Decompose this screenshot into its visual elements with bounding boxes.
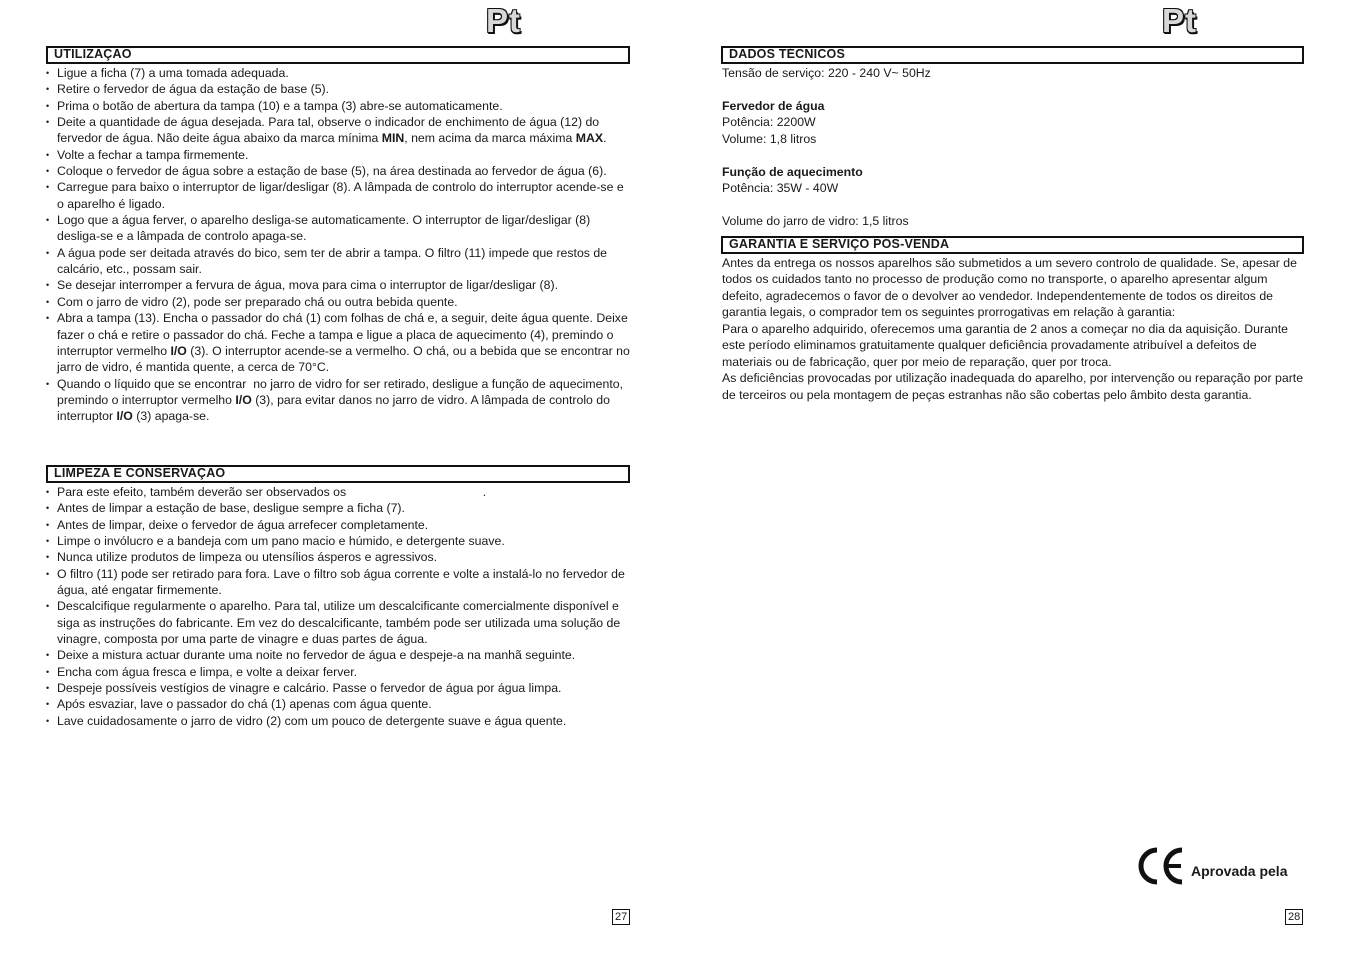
list-item: • Carregue para baixo o interruptor de ligar/desligar (8). A lâmpada de controlo do interruptor acende-se e o aparelho é ligado.	[46, 179, 630, 212]
list-item: • Antes de limpar, deixe o fervedor de água arrefecer completamente.	[46, 517, 630, 533]
list-item: • Com o jarro de vidro (2), pode ser preparado chá ou outra bebida quente.	[46, 294, 630, 310]
list-item: • Encha com água fresca e limpa, e volte a deixar ferver.	[46, 664, 630, 680]
voltage-text: Tensão de serviço: 220 - 240 V~ 50Hz	[722, 66, 931, 80]
page-number: 27	[612, 909, 630, 925]
list-item: • Deixe a mistura actuar durante uma noite no fervedor de água e despeje-a na manhã seguinte.	[46, 647, 630, 663]
list-item: • Despeje possíveis vestígios de vinagre e calcário. Passe o fervedor de água por água limpa.	[46, 680, 630, 696]
kettle-power: Potência: 2200W	[722, 115, 816, 130]
list-item: • Para este efeito, também deverão ser observados os .	[46, 484, 630, 500]
ce-mark-icon	[1137, 846, 1187, 886]
section-title-utilizacao: UTILIZAÇÃO	[46, 46, 630, 64]
list-item: • Após esvaziar, lave o passador do chá (1) apenas com água quente.	[46, 696, 630, 712]
warranty-paragraph: Antes da entrega os nossos aparelhos são submetidos a um severo controlo de qualidade. Se, apesar de todos os cuidados tanto no processo de produção como no transporte, o aparelho apresentar algum defeito, agradecemos o favor de o devolver ao vendedor. Independentemente de todos os direitos de garantia legais, o comprador tem os seguintes prorrogativas em relação à garantia:	[722, 256, 1297, 320]
ce-approval	[1137, 846, 1287, 886]
warranty-paragraph: As deficiências provocadas por utilização inadequada do aparelho, por intervenção ou reparação por parte de terceiros ou pela montagem de peças estranhas não são cobertas pelo âmbito desta garantia.	[722, 371, 1304, 402]
list-item: • Ligue a ficha (7) a uma tomada adequada.	[46, 65, 630, 81]
list-item: • Nunca utilize produtos de limpeza ou utensílios ásperos e agressivos.	[46, 549, 630, 565]
heating-heading: Função de aquecimento	[722, 164, 863, 179]
list-item: • Se desejar interromper a fervura de água, mova para cima o interruptor de ligar/desligar (8).	[46, 277, 630, 293]
section-title-garantia: GARANTIA E SERVIÇO PÓS-VENDA	[721, 236, 1304, 254]
list-item: • Deite a quantidade de água desejada. Para tal, observe o indicador de enchimento de água (12) do fervedor de água. Não deite água abaixo da marca mínima MIN, nem acima da marca máxima MAX.	[46, 114, 630, 147]
list-item: • Abra a tampa (13). Encha o passador do chá (1) com folhas de chá e, a seguir, deite água quente. Deixe fazer o chá e retire o passador do chá. Feche a tampa e ligue a placa de aquecimento (4), premindo o interruptor vermelho I/O (3). O interruptor acende-se a vermelho. O chá, ou a bebida que se encontrar no jarro de vidro, é mantida quente, a cerca de 70°C.	[46, 310, 630, 375]
usage-instructions-list	[46, 65, 630, 425]
list-item: • Volte a fechar a tampa firmemente.	[46, 147, 630, 163]
list-item: • Quando o líquido que se encontrar no jarro de vidro for ser retirado, desligue a função de aquecimento, premindo o interruptor vermelho I/O (3), para evitar danos no jarro de vidro. A lâmpada de controlo do interruptor I/O (3) apaga-se.	[46, 376, 630, 425]
list-item: • Descalcifique regularmente o aparelho. Para tal, utilize um descalcificante comercialmente disponível e siga as instruções do fabricante. Em vez do descalcificante, também pode ser utilizada uma solução de vinagre, composta por uma parte de vinagre e duas partes de água.	[46, 598, 630, 647]
section-title-dados-tecnicos: DADOS TÉCNICOS	[721, 46, 1304, 64]
right-page	[721, 0, 1304, 954]
list-item: • Lave cuidadosamente o jarro de vidro (2) com um pouco de detergente suave e água quente.	[46, 713, 630, 729]
jar-volume: Volume do jarro de vidro: 1,5 litros	[722, 214, 909, 229]
technical-data	[722, 65, 1304, 229]
kettle-heading: Fervedor de água	[722, 98, 825, 113]
approval-label: Aprovada pela	[1191, 863, 1288, 879]
list-item: • Coloque o fervedor de água sobre a estação de base (5), na área destinada ao fervedor de água (6).	[46, 163, 630, 179]
language-heading: Pt	[486, 2, 521, 39]
list-item: • Retire o fervedor de água da estação de base (5).	[46, 81, 630, 97]
heating-power: Potência: 35W - 40W	[722, 181, 839, 196]
section-title-limpeza: LIMPEZA E CONSERVAÇÃO	[46, 465, 630, 483]
warranty-text	[722, 255, 1304, 403]
page-number: 28	[1285, 909, 1303, 925]
list-item: • Prima o botão de abertura da tampa (10) e a tampa (3) abre-se automaticamente.	[46, 98, 630, 114]
list-item: • Antes de limpar a estação de base, desligue sempre a ficha (7).	[46, 500, 630, 516]
left-page	[46, 0, 630, 954]
kettle-volume: Volume: 1,8 litros	[722, 131, 817, 146]
list-item: • Limpe o invólucro e a bandeja com um pano macio e húmido, e detergente suave.	[46, 533, 630, 549]
list-item: • A água pode ser deitada através do bico, sem ter de abrir a tampa. O filtro (11) impede que restos de calcário, etc., possam sair.	[46, 245, 630, 278]
list-item: • O filtro (11) pode ser retirado para fora. Lave o filtro sob água corrente e volte a instalá-lo no fervedor de água, até engatar firmemente.	[46, 566, 630, 599]
cleaning-instructions-list	[46, 484, 630, 729]
list-item: • Logo que a água ferver, o aparelho desliga-se automaticamente. O interruptor de ligar/desligar (8) desliga-se e a lâmpada de controlo apaga-se.	[46, 212, 630, 245]
language-heading: Pt	[1162, 2, 1197, 39]
warranty-paragraph: Para o aparelho adquirido, oferecemos uma garantia de 2 anos a começar no dia da aquisição. Durante este período eliminamos gratuitamente qualquer deficiência provadamente atribuível a defeitos de materiais ou de fabricação, quer por meio de reparação, quer por troca.	[722, 321, 1289, 369]
